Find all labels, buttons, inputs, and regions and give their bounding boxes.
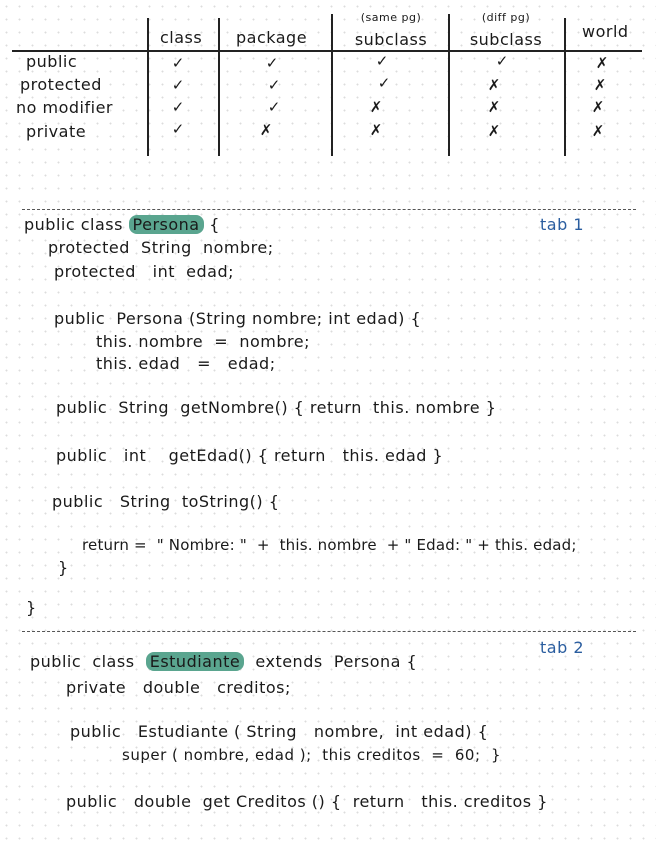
cross-mark: ✗: [591, 122, 605, 140]
section-divider: [22, 631, 636, 632]
check-mark: ✓: [495, 52, 509, 70]
header-world: world: [582, 22, 629, 41]
tab-label-2: tab 2: [540, 638, 584, 657]
table-header-line: [12, 50, 642, 52]
estudiante-get-creditos: public double get Creditos () { return this. creditos }: [66, 792, 548, 811]
persona-ctor-line-nombre: this. nombre = nombre;: [96, 332, 310, 351]
cross-mark: ✗: [591, 98, 605, 116]
row-label-protected: protected: [20, 75, 102, 94]
persona-field-nombre: protected String nombre;: [48, 238, 274, 257]
row-label-private: private: [26, 122, 87, 141]
table-col-line: [564, 18, 566, 156]
table-col-line: [448, 14, 450, 156]
cross-mark: ✗: [369, 98, 383, 116]
table-col-line: [218, 18, 220, 156]
persona-decl-keywords: public class: [24, 215, 129, 234]
persona-class-name: Persona: [129, 215, 204, 234]
check-mark: ✓: [171, 54, 185, 72]
persona-get-edad: public int getEdad() { return this. edad }: [56, 446, 444, 465]
estudiante-class-declaration: [30, 654, 417, 670]
persona-ctor-line-edad: this. edad = edad;: [96, 354, 276, 373]
estudiante-class-name: Estudiante: [146, 652, 245, 671]
check-mark: ✓: [375, 52, 389, 70]
estudiante-constructor: public Estudiante ( String nombre, int edad) {: [70, 722, 489, 741]
header-subclass: subclass: [354, 30, 428, 49]
table-col-line: [147, 18, 149, 156]
estudiante-field-creditos: private double creditos;: [66, 678, 291, 697]
header-subclass-note: (same pg): [360, 11, 422, 24]
header-diff-subclass: subclass: [469, 30, 543, 49]
check-mark: ✓: [265, 54, 279, 72]
cross-mark: ✗: [369, 121, 383, 139]
estudiante-decl-extends: extends Persona {: [244, 652, 418, 671]
check-mark: ✓: [377, 74, 391, 92]
row-label-no-modifier: no modifier: [16, 98, 113, 117]
cross-mark: ✗: [595, 54, 609, 72]
check-mark: ✓: [267, 98, 281, 116]
header-class: class: [160, 28, 203, 47]
persona-get-nombre: public String getNombre() { return this. nombre }: [56, 398, 497, 417]
estudiante-ctor-body: super ( nombre, edad ); this creditos = 60; }: [122, 746, 502, 764]
row-label-public: public: [26, 52, 78, 71]
header-diff-note: (diff pg): [481, 11, 531, 24]
cross-mark: ✗: [487, 98, 501, 116]
header-package: package: [236, 28, 308, 47]
table-col-line: [331, 14, 333, 156]
section-divider: [22, 209, 636, 210]
persona-decl-brace: {: [203, 215, 220, 234]
check-mark: ✓: [171, 120, 185, 138]
persona-return-line: return = " Nombre: " + this. nombre + " Edad: " + this. edad;: [82, 536, 577, 554]
persona-field-edad: protected int edad;: [54, 262, 234, 281]
tab-label-1: tab 1: [540, 215, 584, 234]
cross-mark: ✗: [593, 76, 607, 94]
check-mark: ✓: [171, 98, 185, 116]
persona-class-declaration: [24, 217, 220, 233]
cross-mark: ✗: [487, 76, 501, 94]
cross-mark: ✗: [259, 121, 273, 139]
check-mark: ✓: [171, 76, 185, 94]
cross-mark: ✗: [487, 122, 501, 140]
persona-close-method: }: [58, 558, 69, 577]
persona-close-class: }: [26, 598, 37, 617]
check-mark: ✓: [267, 76, 281, 94]
persona-to-string: public String toString() {: [52, 492, 280, 511]
persona-constructor: public Persona (String nombre; int edad) {: [54, 309, 422, 328]
estudiante-decl-keywords: public class: [30, 652, 146, 671]
